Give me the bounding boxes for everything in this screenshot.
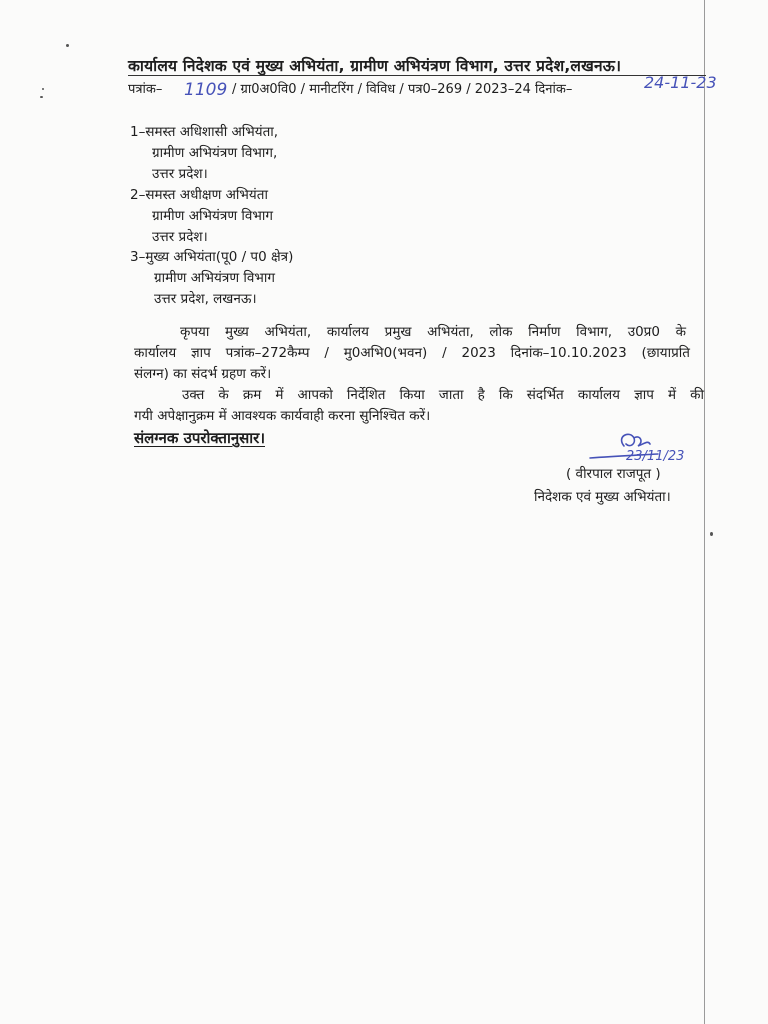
handwritten-reference-date: 24-11-23 [644,73,717,92]
scan-speck [66,44,69,47]
para1-line-2: कार्यालय ज्ञाप पत्रांक–272कैम्प / मु0अभि0(भवन) / 2023 दिनांक–10.10.2023 (छायाप्रति [134,345,690,361]
addressee-1-line-1: 1–समस्त अधिशासी अभियंता, [130,124,279,140]
addressee-3-line-2: ग्रामीण अभियंत्रण विभाग [154,270,275,286]
para1-line-3: संलग्न) का संदर्भ ग्रहण करें। [134,366,272,382]
para2-line-2: गयी अपेक्षानुक्रम में आवश्यक कार्यवाही करना सुनिश्चित करें। [134,408,431,424]
scan-speck [42,88,44,90]
addressee-2-line-1: 2–समस्त अधीक्षण अभियंता [130,187,268,203]
addressee-3-line-3: उत्तर प्रदेश, लखनऊ। [154,291,257,307]
para1-line-1: कृपया मुख्य अभियंता, कार्यालय प्रमुख अभियंता, लोक निर्माण विभाग, उ0प्र0 के [180,324,686,340]
addressee-2-line-3: उत्तर प्रदेश। [152,229,208,245]
scan-speck [40,96,43,98]
reference-label: पत्रांक– [128,82,163,97]
scan-speck [710,532,713,536]
handwritten-reference-number: 1109 [184,80,228,100]
reference-text: / ग्रा0अ0वि0 / मानीटरिंग / विविध / पत्र0–269 / 2023–24 दिनांक– [232,82,573,97]
para2-line-1: उक्त के क्रम में आपको निर्देशित किया जाता है कि संदर्भित कार्यालय ज्ञाप में की [182,387,704,403]
addressee-1-line-3: उत्तर प्रदेश। [152,166,208,182]
handwritten-signature-date: 23/11/23 [626,449,685,464]
annexure-note: संलग्नक उपरोक्तानुसार। [134,429,265,447]
addressee-3-line-1: 3–मुख्य अभियंता(पू0 / प0 क्षेत्र) [130,249,294,265]
addressee-1-line-2: ग्रामीण अभियंत्रण विभाग, [152,145,278,161]
signatory-designation: निदेशक एवं मुख्य अभियंता। [534,489,671,505]
page-edge-line [704,0,705,1024]
addressee-2-line-2: ग्रामीण अभियंत्रण विभाग [152,208,273,224]
signatory-name: ( वीरपाल राजपूत ) [566,466,661,482]
header-underline [128,75,706,76]
office-header-title: कार्यालय निदेशक एवं मुख्य अभियंता, ग्रामीण अभियंत्रण विभाग, उत्तर प्रदेश,लखनऊ। [128,57,622,75]
